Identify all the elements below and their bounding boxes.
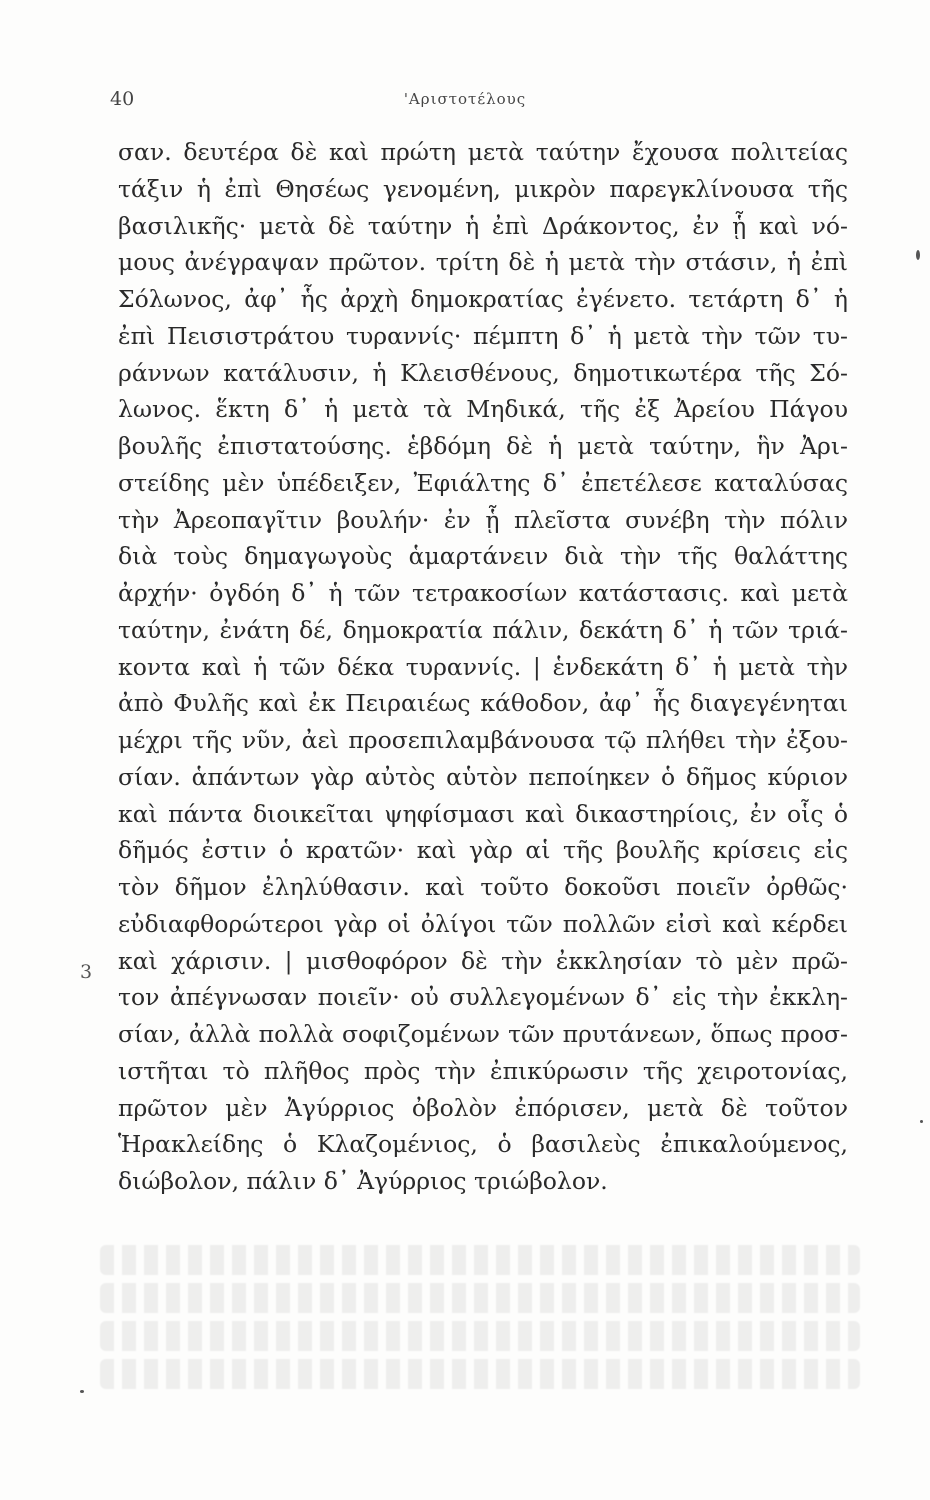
text-line: τὸν δῆμον ἐληλύθασιν. καὶ τοῦτο δοκοῦσι ποιεῖν ὀρθῶς· <box>118 873 848 901</box>
text-line: τον ἀπέγνωσαν ποιεῖν· οὐ συλλεγομένων δ᾽ εἰς τὴν ἐκκλη- <box>118 983 848 1012</box>
ghost-line <box>100 1359 860 1389</box>
text-line: βουλῆς ἐπιστατούσης. ἑβδόμη δὲ ἡ μετὰ ταύτην, ἣν Ἀρι- <box>118 432 848 460</box>
section-margin-number: 3 <box>80 961 93 983</box>
text-line: τὴν Ἀρεοπαγῖτιν βουλήν· ἐν ᾗ πλεῖστα συνέβη τὴν πόλιν <box>118 505 848 534</box>
text-line: εὐδιαφθορώτεροι γὰρ οἱ ὀλίγοι τῶν πολλῶν εἰσὶ καὶ κέρδει <box>118 909 848 938</box>
text-line: καὶ πάντα διοικεῖται ψηφίσμασι καὶ δικαστηρίοις, ἐν οἷς ὁ <box>118 799 848 828</box>
text-line-last: διώβολον, πάλιν δ᾽ Ἀγύρριος τριώβολον. <box>118 1167 608 1195</box>
text-line: ἀρχήν· ὀγδόη δ᾽ ἡ τῶν τετρακοσίων κατάστασις. καὶ μετὰ <box>118 579 848 607</box>
text-line: διὰ τοὺς δημαγωγοὺς ἁμαρτάνειν διὰ τὴν τῆς θαλάττης <box>118 542 848 571</box>
text-line: καὶ χάρισιν. | μισθοφόρον δὲ τὴν ἐκκλησίαν τὸ μὲν πρῶ- <box>118 946 848 975</box>
text-line: πρῶτον μὲν Ἀγύρριος ὀβολὸν ἐπόρισεν, μετὰ δὲ τοῦτον <box>118 1093 848 1122</box>
text-line: ἀπὸ Φυλῆς καὶ ἐκ Πειραιέως κάθοδον, ἀφ᾽ ἧς διαγεγένηται <box>118 689 848 718</box>
text-line: στείδης μὲν ὑπέδειξεν, Ἐφιάλτης δ᾽ ἐπετέλεσε καταλύσας <box>118 468 848 497</box>
text-line: σίαν, ἀλλὰ πολλὰ σοφιζομένων τῶν πρυτάνεων, ὅπως προσ- <box>118 1020 848 1048</box>
paper-speck <box>920 1120 923 1123</box>
ghost-line <box>100 1283 860 1313</box>
text-line: σαν. δευτέρα δὲ καὶ πρώτη μετὰ ταύτην ἔχουσα πολιτείας <box>118 138 848 166</box>
text-line: μους ἀνέγραψαν πρῶτον. τρίτη δὲ ἡ μετὰ τὴν στάσιν, ἡ ἐπὶ <box>118 248 848 277</box>
running-title: 'Αριστοτέλους <box>403 90 527 108</box>
show-through-ghost-text <box>100 1245 860 1395</box>
body-text <box>118 134 848 1200</box>
text-line: ταύτην, ἐνάτη δέ, δημοκρατία πάλιν, δεκάτη δ᾽ ἡ τῶν τριά- <box>118 615 848 644</box>
running-head <box>0 88 930 118</box>
text-line: βασιλικῆς· μετὰ δὲ ταύτην ἡ ἐπὶ Δράκοντος, ἐν ᾗ καὶ νό- <box>118 211 848 240</box>
text-line: ράννων κατάλυσιν, ἡ Κλεισθένους, δημοτικωτέρα τῆς Σό- <box>118 358 848 387</box>
text-line: ιστῆται τὸ πλῆθος πρὸς τὴν ἐπικύρωσιν τῆς χειροτονίας, <box>118 1056 848 1085</box>
ghost-line <box>100 1321 860 1351</box>
text-line: σίαν. ἁπάντων γὰρ αὐτὸς αὑτὸν πεποίηκεν ὁ δῆμος κύριον <box>118 762 848 791</box>
text-line: κοντα καὶ ἡ τῶν δέκα τυραννίς. | ἑνδεκάτη δ᾽ ἡ μετὰ τὴν <box>118 652 848 681</box>
paper-speck <box>80 1390 84 1393</box>
text-line: Ἡρακλείδης ὁ Κλαζομένιος, ὁ βασιλεὺς ἐπικαλούμενος, <box>118 1130 848 1159</box>
paper-speck <box>916 250 920 260</box>
ghost-line <box>100 1245 860 1275</box>
text-line: λωνος. ἕκτη δ᾽ ἡ μετὰ τὰ Μηδικά, τῆς ἐξ Ἀρείου Πάγου <box>118 395 848 424</box>
text-line: Σόλωνος, ἀφ᾽ ἧς ἀρχὴ δημοκρατίας ἐγένετο. τετάρτη δ᾽ ἡ <box>118 285 848 313</box>
text-line: δῆμός ἐστιν ὁ κρατῶν· καὶ γὰρ αἱ τῆς βουλῆς κρίσεις εἰς <box>118 836 848 865</box>
page-number: 40 <box>110 88 135 110</box>
text-line: μέχρι τῆς νῦν, ἀεὶ προσεπιλαμβάνουσα τῷ πλήθει τὴν ἐξου- <box>118 726 848 754</box>
text-line: ἐπὶ Πεισιστράτου τυραννίς· πέμπτη δ᾽ ἡ μετὰ τὴν τῶν τυ- <box>118 321 848 350</box>
text-line: τάξιν ἡ ἐπὶ Θησέως γενομένη, μικρὸν παρεγκλίνουσα τῆς <box>118 174 848 203</box>
